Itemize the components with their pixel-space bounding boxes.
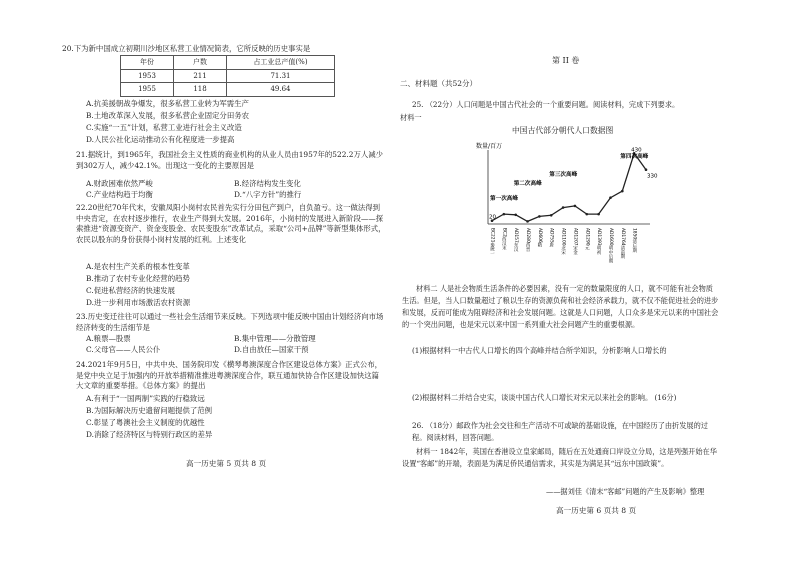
x-tick-label: BC2西汉末 [501,228,507,250]
table-header: 占工业总产值(%) [227,56,335,70]
y-axis-label: 数量/百万 [476,143,503,150]
data-point [597,213,600,216]
data-point [550,214,553,217]
table-cell: 211 [174,69,227,83]
x-tick-label: 1850清后期 [631,228,637,253]
q23-option-d: D.自由放任—国家干预 [234,345,309,354]
q22-option-c: C.促进私营经济的快速发展 [86,286,176,295]
data-point [609,196,612,199]
point-value-label: 330 [647,173,658,180]
q20-table [120,55,335,97]
q23-option-a: A.粮票—股票 [86,334,131,343]
q26-material: 材料一 1842年，英国在香港设立皇家邮局，随后在五处通商口岸设立分局，这是列强开始在华设置“客邮”的开端，表面是为满足侨民通信需求，其实是为满足其“远东中国政策”。 [402,447,717,468]
q21-stem: 21.据统计，到1965年，我国社会主义性质的商业机构的从业人员由1957年的522.2万人减少到302万人，减少42.1%。出现这一变化的主要原因是 [76,150,384,170]
left-page-footer: 高一历史第 5 页共 8 页 [186,459,267,468]
x-tick-label: AD280西晋 [525,228,531,252]
right-page-footer: 高一历史第 6 页共 8 页 [556,506,637,515]
table-cell: 1953 [121,69,174,83]
x-tick-label: AD1290元 [584,228,590,250]
q24-option-a: A.有利于“一国两制”实践的行稳致远 [86,394,205,403]
x-tick-label: AD1207宋金 [572,228,578,255]
q21-option-a: A.财政困难依然严峻 [86,179,153,188]
data-point [621,190,624,193]
table-cell: 49.64 [227,83,335,97]
table-cell: 1955 [121,83,174,97]
population-chart [470,140,670,270]
point-value-label: 20 [489,214,496,221]
peak-annotation: 第一次高峰 [490,196,518,202]
data-point [503,213,506,216]
section-heading: 二、材料题（共52分） [400,79,478,88]
data-point [562,206,565,209]
q20-option-b: B.土地改革深入发展，很多私营企业固定分田务农 [86,111,249,120]
q23-option-b: B.集中管理——分散管理 [234,334,316,343]
table-header: 户数 [174,56,227,70]
volume-title: 第 II 卷 [552,56,580,65]
q22-option-b: B.推动了农村专业化经营的趋势 [86,274,190,283]
q21-option-d: D.“八字方针”的推行 [234,190,302,199]
x-tick-label: AD755唐 [548,228,554,248]
data-point [514,213,517,216]
q20-option-c: C.实施“一五”计划，私营工业进行社会主义改造 [86,123,242,132]
x-tick-label: AD157东汉 [513,228,519,252]
q20-stem: 20.下为新中国成立初期川沙地区私营工业情况简表，它所反映的历史事实是 [62,44,311,53]
table-cell: 118 [174,83,227,97]
population-series-line [492,153,649,221]
x-tick-label: AD1100北宋 [560,228,566,255]
table-header: 年份 [121,56,174,70]
peak-annotation: 第三次高峰 [549,172,578,178]
peak-annotation: 第二次高峰 [513,181,542,187]
q24-stem: 24.2021年9月5日，中共中央、国务院印发《横琴粤澳深度合作区建设总体方案》正式公布，是党中央立足于加强内的开放举措精准推进粤澳深度合作，联互通加快协合作区建设加快这篇大文章的重要举措。《总体方案》的提出 [76,360,383,390]
q25-task2: (2)根据材料二并结合史实，谈谈中国古代人口增长对宋元以来社会的影响。 (16分) [412,393,677,402]
q20-option-a: A.抗美援朝战争爆发，很多私营工业转为军需生产 [86,99,249,108]
q22-option-a: A.是农村生产关系的根本性变革 [86,262,190,271]
q21-option-c: C.产业结构趋于均衡 [86,190,153,199]
chart-title: 中国古代部分朝代人口数据图 [512,126,614,135]
q23-stem: 23.历史变迁往往可以通过一些社会生活细节来反映。下列选项中能反映中国由计划经济向市场经济转变的生活细节是 [76,312,384,332]
data-point [526,220,529,223]
x-tick-label: AD606隋 [536,228,542,248]
data-point [645,168,648,171]
x-tick-label: AD1764清前期 [619,228,625,259]
point-value-label: 430 [631,147,642,154]
q24-option-d: D.消除了经济特区与特别行政区的差异 [86,430,213,439]
q20-option-d: D.人民公社化运动推动公有化程度进一步提高 [86,135,235,144]
data-point [585,213,588,216]
q23-option-c: C.父母官——人民公仆 [86,345,161,354]
q24-option-b: B.为国际解决历史遗留问题提供了范例 [86,406,213,415]
q22-option-d: D.进一步利用市场激活农村资源 [86,298,191,307]
q25-task1: (1)根据材料一中古代人口增长的四个高峰并结合所学知识，分析影响人口增长的 [412,346,667,355]
peak-annotation: 第四次高峰 [620,154,649,160]
data-point [538,215,541,218]
x-tick-label: AD1393明初 [596,228,602,255]
q24-option-c: C.彰显了粤澳社会主义制度的优越性 [86,418,205,427]
q21-option-b: B.经济结构发生变化 [234,179,301,188]
table-cell: 71.31 [227,69,335,83]
data-point [574,205,577,208]
q25-stem: 25. （22分）人口问题是中国古代社会的一个重要问题。阅读材料，完成下列要求。 [412,100,680,109]
q26-stem: 26. （18分）邮政作为社会交往和生产活动不可或缺的基础设施，在中国经历了由折发展的过程。阅读材料，回答问题。 [412,421,708,442]
material1-label: 材料一 [400,113,422,122]
x-tick-label: AD1600明中后期 [607,228,613,264]
x-tick-label: BC221秦统一 [489,228,495,256]
q22-stem: 22.20世纪70年代末，安徽凤阳小岗村农民首先实行分田包产到户，自负盈亏。这一做法得到中央肯定，在农村逐步推行，农业生产得到大发展。2016年，小岗村的发展进入新阶段——探索推进“资源变资产、资金变股金、农民变股东”改革试点，采取“公司+品牌”等新型集体形式，农民以股东的身份获得小岗村发展的红利。上述变化 [76,203,386,244]
material2-text: 材料二 人是社会物质生活条件的必要因素，没有一定的数量限度的人口，就不可能有社会物质生活。但是，当人口数量超过了粮以生存的资源负荷和社会经济承载力，就不仅不能促进社会的进步和发展，反而可能成为阻碍经济和社会发展问题。这就是人口问题，人口众多是宋元以来的中国社会的一个突出问题，也是宋元以来中国一系列重大社会问题产生的重要根源。 [402,284,719,329]
q26-citation: ——据刘佳《清末“客邮”问题的产生及影响》整理 [546,487,705,496]
